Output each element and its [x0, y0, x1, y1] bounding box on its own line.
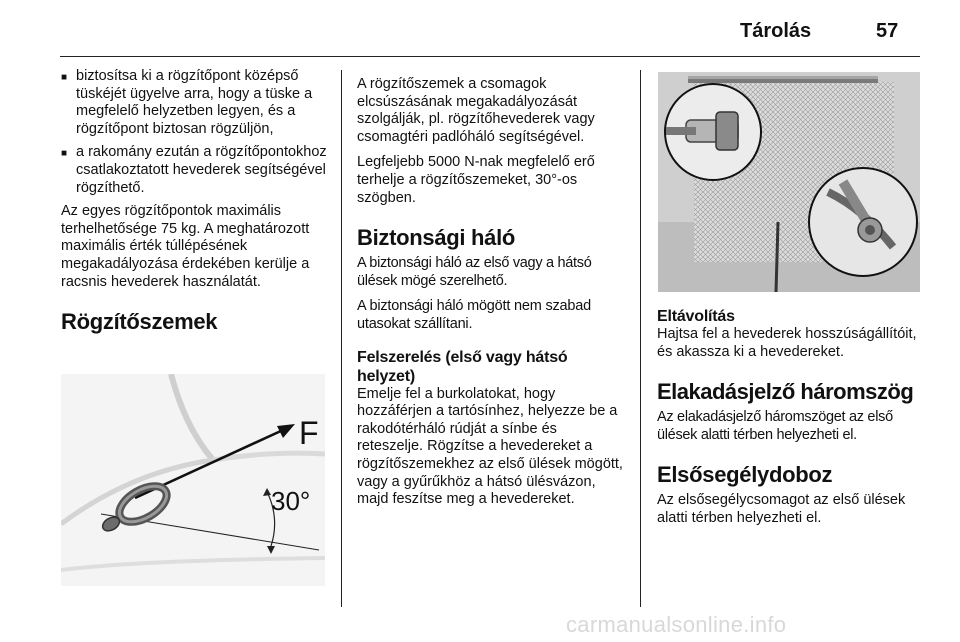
anchor-eye-illustration [61, 374, 325, 586]
anchor-eye-figure [61, 374, 325, 586]
safety-net-figure [658, 72, 920, 292]
column-2 [357, 76, 627, 517]
bullet-list [61, 68, 329, 197]
list-item: ■ a rakomány ezután a rögzítőpontokhoz csatlakoztatott hevederek segítségével rögzíthető. [61, 144, 329, 197]
header-rule [60, 56, 920, 57]
removal-paragraph: Hajtsa fel a hevederek hosszúságállítóit, és akassza ki a hevedereket. [657, 326, 917, 360]
page-section-title: Tárolás [740, 20, 812, 42]
column-divider [341, 70, 342, 607]
warning-triangle-paragraph: Az elakadásjelző háromszöget az első ülések alatti térben helyezheti el. [657, 409, 893, 443]
installation-paragraph: Emelje fel a burkolatokat, hogy hozzáférjen a tartósínhez, helyezze be a rakodótérháló rúdját a sínbe és reteszelje. Rögzítse a hevedereket a rögzítőszemekhez az első ülések mögött, vagy a gyűrűkhöz a hátsó ülésvázon, majd feszítse meg a hevedereket. [357, 385, 623, 508]
heading-safety-net: Biztonsági háló [357, 225, 516, 251]
heading-anchor-points: Rögzítőszemek [61, 309, 218, 335]
heading-first-aid-kit: Elsősegélydoboz [657, 462, 833, 488]
heading-warning-triangle: Elakadásjelző háromszög [657, 379, 914, 405]
list-item: ■ biztosítsa ki a rögzítőpont középső tüskéjét ügyelve arra, hogy a tüske a megfelelő helyzetben legyen, és a rögzítőpont biztosan rögzüljön, [61, 68, 329, 138]
heading-installation: Felszerelés (első vagy hátsó helyzet) [357, 348, 568, 385]
column-3 [657, 307, 922, 536]
first-aid-kit-paragraph: Az elsősegélycsomagot az első ülések alatti térben helyezheti el. [657, 492, 906, 526]
anchor-eye-purpose-paragraph: A rögzítőszemek a csomagok elcsúszásának megakadályozását szolgálják, pl. rögzítőhevederek vagy csomagtéri padlóháló segítségével. [357, 76, 595, 145]
force-label: F [299, 415, 319, 451]
page-number: 57 [876, 20, 899, 42]
load-limit-paragraph: Az egyes rögzítőpontok maximális terhelhetősége 75 kg. A meghatározott maximális érték túllépésének megakadályozása érdekében kerülje a racsnis hevederek használatát. [61, 203, 310, 290]
anchor-eye-load-paragraph: Legfeljebb 5000 N-nak megfelelő erő terhelje a rögzítőszemeket, 30°-os szögben. [357, 154, 595, 206]
safety-net-passengers-paragraph: A biztonsági háló mögött nem szabad utasokat szállítani. [357, 298, 592, 332]
safety-net-illustration [658, 72, 920, 292]
safety-net-position-paragraph: A biztonsági háló az első vagy a hátsó ülések mögé szerelhető. [357, 255, 592, 289]
column-divider [640, 70, 641, 607]
column-1 [61, 68, 329, 335]
heading-removal: Eltávolítás [657, 308, 735, 325]
angle-label: 30° [271, 486, 311, 516]
watermark: carmanualsonline.info [566, 612, 787, 637]
